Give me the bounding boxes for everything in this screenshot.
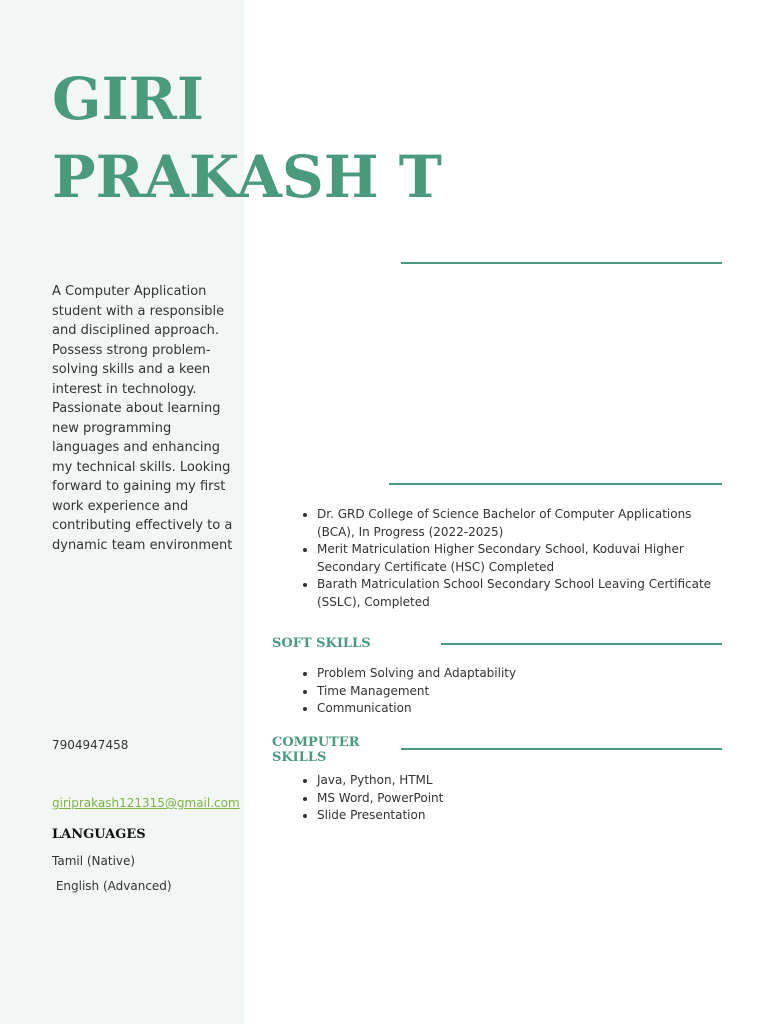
name-line-2: PRAKASH T <box>52 143 442 211</box>
divider-soft-skills <box>441 643 722 645</box>
list-item: • Barath Matriculation School Secondary School Leaving Certificate (SSLC), Completed <box>317 576 722 611</box>
list-item: • Java, Python, HTML <box>317 772 722 790</box>
computer-skills-title-line-2: SKILLS <box>272 750 327 765</box>
computer-skills-title <box>272 735 360 765</box>
computer-skills-title-line-1: COMPUTER <box>272 735 360 750</box>
email-link[interactable]: giriprakash121315@gmail.com <box>52 796 240 810</box>
divider-computer-skills <box>401 748 722 750</box>
list-item: • Slide Presentation <box>317 807 722 825</box>
education-list <box>296 506 722 612</box>
soft-skills-title: SOFT SKILLS <box>272 636 371 651</box>
soft-skills-list <box>296 665 722 718</box>
language-item-tamil: Tamil (Native) <box>52 854 136 868</box>
list-item: • Communication <box>317 700 722 718</box>
list-item: • MS Word, PowerPoint <box>317 790 722 808</box>
name-line-1: GIRI <box>52 65 204 133</box>
list-item: • Time Management <box>317 683 722 701</box>
computer-skills-list <box>296 772 722 825</box>
divider-top <box>401 262 722 264</box>
candidate-name <box>52 60 442 216</box>
phone-number: 7904947458 <box>52 738 129 752</box>
language-item-english: English (Advanced) <box>52 879 172 893</box>
divider-education <box>389 483 722 485</box>
profile-summary: A Computer Application student with a responsible and disciplined approach. Possess strong problem-solving skills and a keen interest in technology. Passionate about learning new programming languages and enhancing my technical skills. Looking forward to gaining my first work experience and contributing effectively to a dynamic team environment <box>52 284 233 553</box>
list-item: • Dr. GRD College of Science Bachelor of Computer Applications (BCA), In Progress (2022-2025) <box>317 506 722 541</box>
list-item: • Problem Solving and Adaptability <box>317 665 722 683</box>
languages-title: LANGUAGES <box>52 827 146 842</box>
list-item: • Merit Matriculation Higher Secondary School, Koduvai Higher Secondary Certificate (HSC) Completed <box>317 541 722 576</box>
